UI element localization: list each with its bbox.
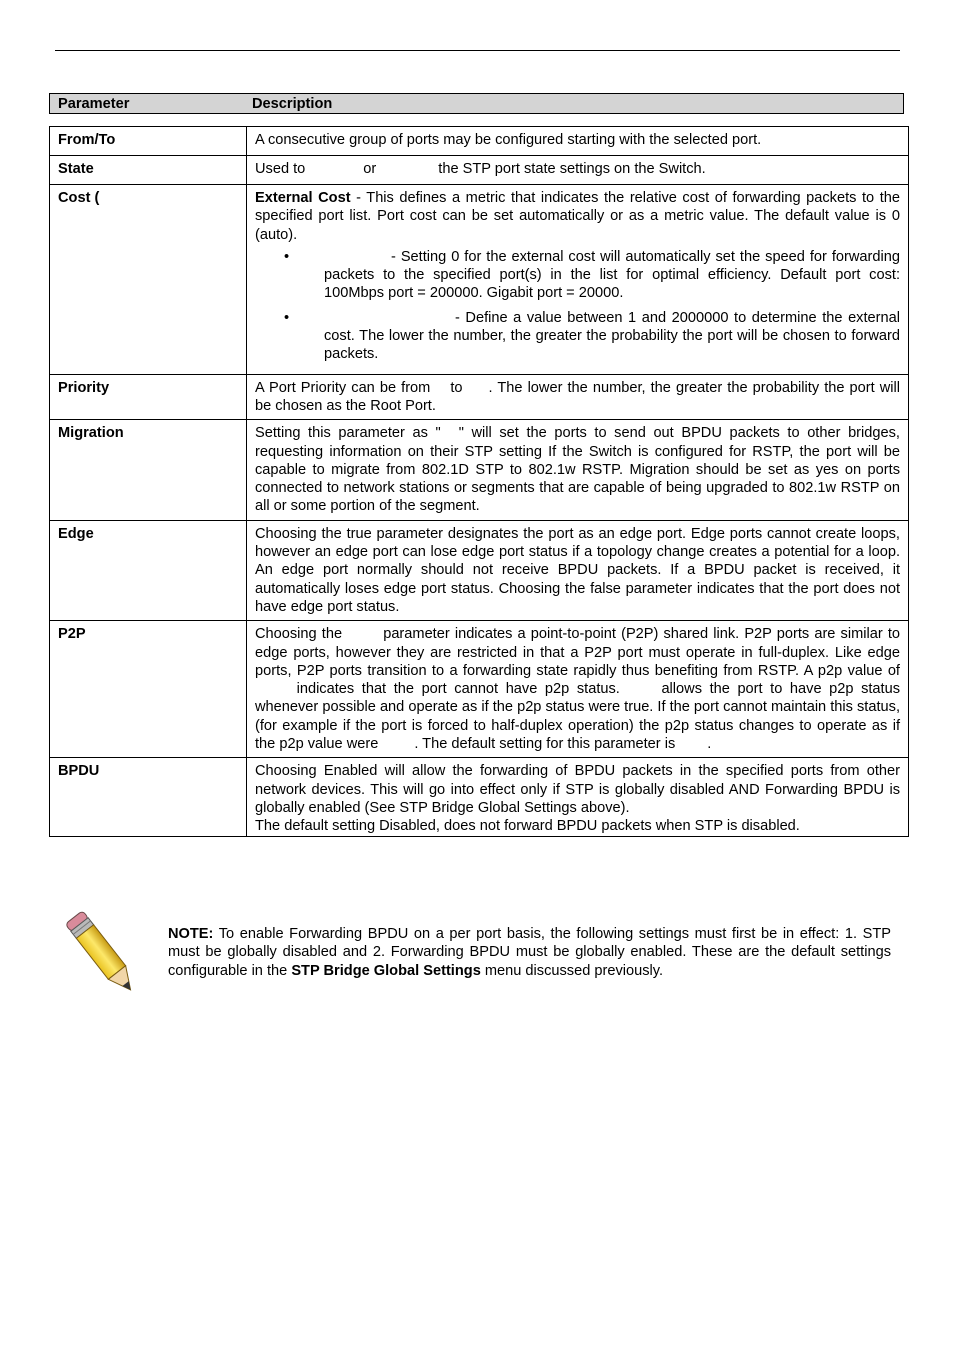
note-label: NOTE: [168, 926, 214, 942]
param-desc [247, 420, 909, 520]
priority-desc-a: A Port Priority can be from [255, 379, 431, 396]
param-desc [247, 758, 909, 836]
p2p-desc-b: parameter indicates a point-to-point (P2P) shared link. P2P ports are similar to edge ports, however they are restricted in that a P2P port must operate in full-duplex. Like edge ports, P2P ports transition to a forwarding state rapidly thus benefiting from RSTP. A p2p value of [255, 626, 900, 679]
table-row [50, 758, 909, 836]
p2p-desc-e: . The default setting for this parameter is [414, 736, 676, 753]
migration-desc-a: Setting this parameter as " [255, 425, 441, 442]
note-text-b: menu discussed previously. [480, 962, 664, 979]
param-name: From/To [50, 127, 247, 156]
note-text [168, 925, 891, 980]
parameter-table [49, 126, 909, 837]
param-desc [247, 185, 909, 375]
state-desc-c: the STP port state settings on the Switch. [438, 161, 706, 177]
header-parameter: Parameter [58, 96, 130, 112]
state-desc-a: Used to [255, 161, 306, 177]
param-name: Migration [50, 420, 247, 520]
param-desc [247, 156, 909, 185]
param-desc: A consecutive group of ports may be configured starting with the selected port. [247, 127, 909, 156]
param-name: BPDU [50, 758, 247, 836]
cost-bullet-list [255, 248, 900, 364]
header-description: Description [252, 96, 333, 112]
bpdu-desc-a: Choosing Enabled will allow the forwarding of BPDU packets in the specified ports from other network devices. This will go into effect only if STP is globally disabled AND Forwarding BPDU is globally enabled (See STP Bridge Global Settings above). [255, 763, 900, 816]
priority-desc-c: . The lower the number, the greater the probability the port will be chosen as the Root Port. [255, 379, 901, 414]
p2p-desc-d: allows the port to have p2p status whenever possible and operate as if the p2p status were true. If the port cannot maintain this status, (for example if the port is forced to half-duplex operation) the p2p status changes to operate as if the p2p value were [255, 681, 901, 753]
note-text-a: To enable Forwarding BPDU on a per port basis, the following settings must first be in effect: 1. STP must be globally disabled and 2. Forwarding BPDU must be globally enabled. These are the default settings configurable in the [168, 926, 891, 979]
param-name: P2P [50, 621, 247, 758]
param-desc [247, 621, 909, 758]
param-name: State [50, 156, 247, 185]
param-name: Edge [50, 520, 247, 620]
list-item [324, 309, 900, 364]
list-item [324, 248, 900, 303]
table-row [50, 156, 909, 185]
param-name: Cost ( [50, 185, 247, 375]
state-desc-b: or [363, 161, 377, 177]
cost-desc-rest: - This defines a metric that indicates the relative cost of forwarding packets to the specified port list. Port cost can be set automatically or as a metric value. The default value is 0 (auto). [255, 190, 900, 243]
table-row [50, 420, 909, 520]
table-row [50, 621, 909, 758]
param-desc [247, 374, 909, 420]
priority-desc-b: to [450, 379, 463, 396]
table-row [50, 374, 909, 420]
table-row [50, 520, 909, 620]
param-desc: Choosing the true parameter designates the port as an edge port. Edge ports cannot create loops, however an edge port can lose edge port status if a topology change creates a potential for a loop. An edge port normally should not receive BPDU packets. If a BPDU packet is received, it automatically loses edge port status. Choosing the false parameter indicates that the port does not have edge port status. [247, 520, 909, 620]
top-rule [55, 50, 900, 51]
param-name: Priority [50, 374, 247, 420]
table-row [50, 185, 909, 375]
bpdu-desc-b: The default setting Disabled, does not forward BPDU packets when STP is disabled. [255, 818, 800, 835]
p2p-desc-a: Choosing the [255, 626, 343, 643]
cost-bullet-2: - Define a value between 1 and 2000000 to determine the external cost. The lower the number, the greater the probability the port will be chosen to forward packets. [324, 309, 900, 363]
p2p-desc-f: . [707, 736, 712, 753]
table-header [49, 93, 904, 114]
note-bold: STP Bridge Global Settings [291, 962, 481, 979]
pencil-icon [58, 903, 148, 1003]
table-row [50, 127, 909, 156]
cost-desc-bold: External Cost [255, 190, 351, 206]
migration-desc-b: " will set the ports to send out BPDU packets to other bridges, requesting information on their STP setting If the Switch is configured for RSTP, the port will be capable to migrate from 802.1D STP to 802.1w RSTP. Migration should be set as yes on ports connected to network stations or segments that are capable of being upgraded to 802.1w RSTP on all or some portion of the segment. [255, 425, 900, 515]
p2p-desc-c: indicates that the port cannot have p2p status. [296, 681, 620, 698]
cost-bullet-1: - Setting 0 for the external cost will automatically set the speed for forwarding packets to the specified port(s) in the list for optimal efficiency. Default port cost: 100Mbps port = 200000. Gigabit port = 20000. [324, 248, 900, 302]
